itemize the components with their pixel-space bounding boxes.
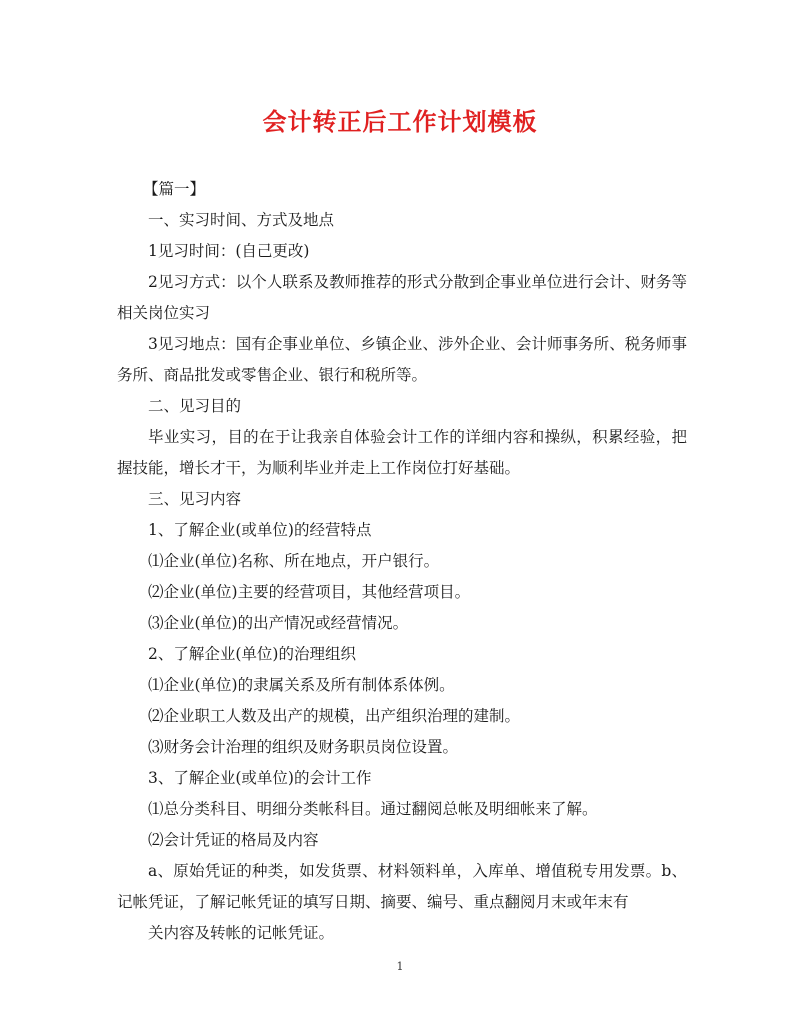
page-number: 1: [396, 960, 404, 973]
section-label: 【篇一】: [143, 180, 206, 198]
paragraph: a、原始凭证的种类，如发货票、材料领料单，入库单、增值税专用发票。b、记帐凭证，了解记帐凭证的填写日期、摘要、编号、重点翻阅月末或年末有: [117, 862, 687, 911]
paragraph: 3见习地点：国有企事业单位、乡镇企业、涉外企业、会计师事务所、税务师事务所、商品批发或零售企业、银行和税所等。: [117, 335, 687, 384]
paragraph: 关内容及转帐的记帐凭证。: [148, 924, 335, 942]
paragraph: ⑴总分类科目、明细分类帐科目。通过翻阅总帐及明细帐来了解。: [148, 800, 598, 818]
document-body: [117, 174, 687, 949]
paragraph: ⑶财务会计治理的组织及财务职员岗位设置。: [148, 738, 459, 756]
paragraph: ⑶企业(单位)的出产情况或经营情况。: [148, 614, 409, 632]
document-title: 会计转正后工作计划模板: [262, 108, 538, 136]
paragraph: ⑴企业(单位)名称、所在地点，开户银行。: [148, 552, 440, 570]
paragraph: 毕业实习，目的在于让我亲自体验会计工作的详细内容和操纵，积累经验，把握技能，增长才干，为顺利毕业并走上工作岗位打好基础。: [117, 428, 687, 477]
paragraph: ⑵企业职工人数及出产的规模，出产组织治理的建制。: [148, 707, 521, 725]
paragraph: ⑴企业(单位)的隶属关系及所有制体系体例。: [148, 676, 455, 694]
paragraph: 2、了解企业(单位)的治理组织: [148, 645, 356, 663]
paragraph: 三、见习内容: [148, 490, 242, 508]
paragraph: 一、实习时间、方式及地点: [148, 211, 335, 229]
paragraph: ⑵企业(单位)主要的经营项目，其他经营项目。: [148, 583, 471, 601]
paragraph: 1、了解企业(或单位)的经营特点: [148, 521, 372, 539]
paragraph: 3、了解企业(或单位)的会计工作: [148, 769, 372, 787]
paragraph: 2见习方式：以个人联系及教师推荐的形式分散到企事业单位进行会计、财务等相关岗位实习: [117, 273, 687, 322]
paragraph: 二、见习目的: [148, 397, 242, 415]
paragraph: 1见习时间：(自己更改): [148, 242, 310, 260]
paragraph: ⑵会计凭证的格局及内容: [148, 831, 319, 849]
